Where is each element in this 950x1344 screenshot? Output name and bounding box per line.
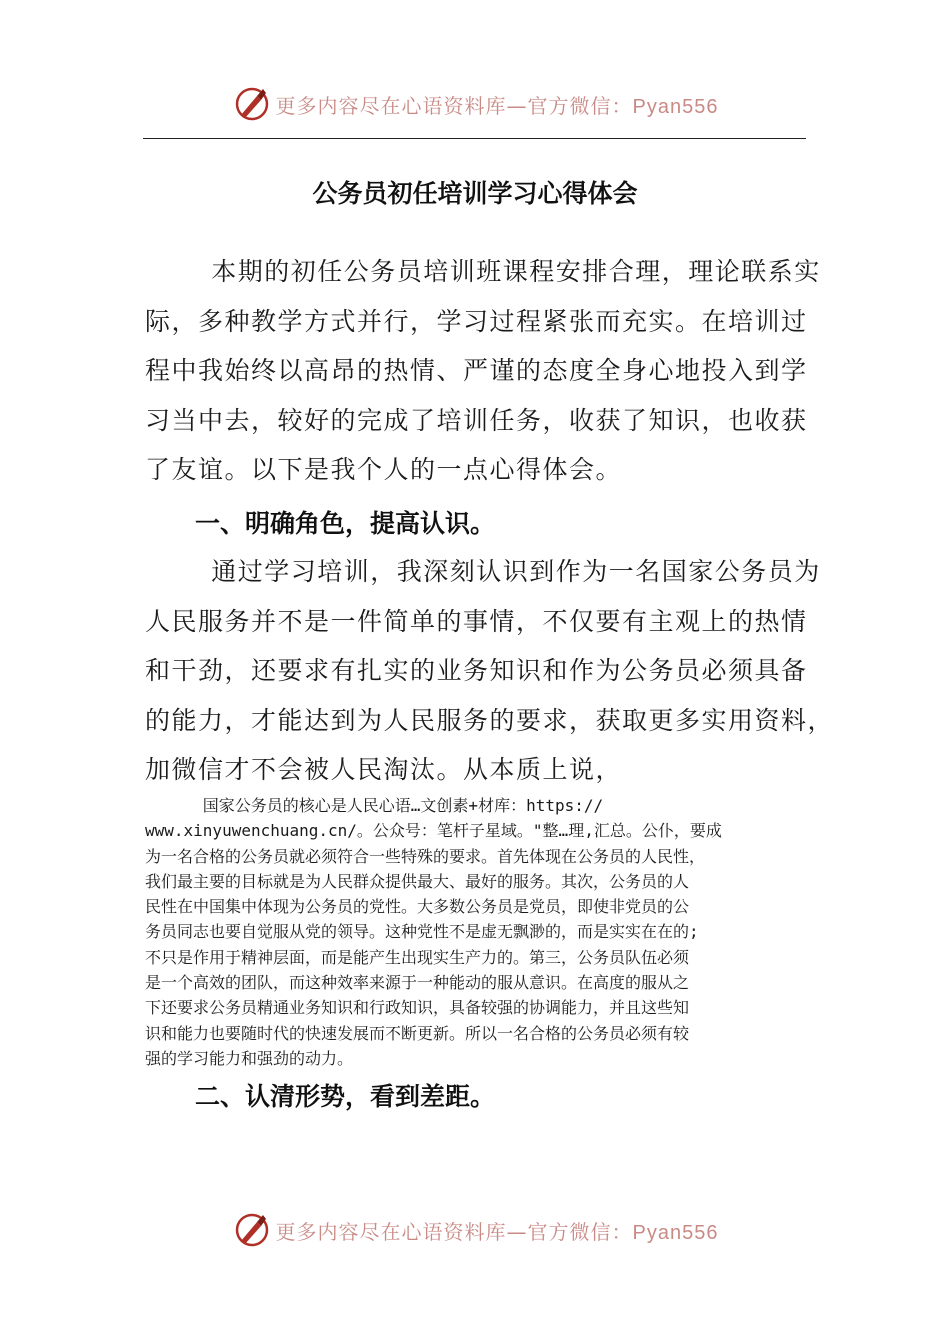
- pen-logo-icon: [232, 84, 272, 124]
- pen-logo-icon: [232, 1210, 272, 1250]
- document-title: 公务员初任培训学习心得体会: [312, 179, 638, 208]
- banner-text: 更多内容尽在心语资料库—官方微信：: [275, 93, 633, 118]
- banner-wechat-id: Pyan556: [632, 95, 719, 118]
- paragraph-section-1: 通过学习培训，我深刻认识到作为一名国家公务员为 人民服务并不是一件简单的事情，不仅要有主观上的热情 和干劲，还要求有扎实的业务知识和作为公务员必须具备 的能力，才能达到为人民服务的要求，获取更多实用资料， 加微信才不会被人民淘汰。从本质上说，: [145, 557, 835, 785]
- footer-banner: [0, 1206, 950, 1254]
- banner-wechat-id: Pyan556: [632, 1221, 719, 1244]
- section-heading-1: 一、明确角色，提高认识。: [195, 509, 496, 538]
- header-banner: [0, 80, 950, 128]
- header-divider: [143, 138, 806, 139]
- paragraph-intro: 本期的初任公务员培训班课程安排合理，理论联系实 际，多种教学方式并行，学习过程紧张而充实。在培训过 程中我始终以高昂的热情、严谨的态度全身心地投入到学 习当中去，较好的完成了培训任务，收获了知识，也收获 了友谊。以下是我个人的一点心得体会。: [145, 257, 821, 485]
- paragraph-small-print: 国家公务员的核心是人民心语…文创素+材库：https:// www.xinyuwenchuang.cn/。公众号：笔杆子星域。"整…理,汇总。公仆，要成 为一名合格的公务员就必须符合一些特殊的要求。首先体现在公务员的人民性， 我们最主要的目标就是为人民群众提供最大、最好的服务。其次，公务员的人 民性在中国集中体现为公务员的党性。大多数公务员是党员，即使非党员的公 务员同志也要自觉服从党的领导。这种党性不是虚无飘渺的，而是实实在在的; 不只是作用于精神层面，而是能产生出现实生产力的。第三，公务员队伍必须 是一个高效的团队，而这种效率来源于一种能动的服从意识。在高度的服从之 下还要求公务员精通业务知识和行政知识，具备较强的协调能力，并且这些知 识和能力也要随时代的快速发展而不断更新。所以一名合格的公务员必须有较 强的学习能力和强劲的动力。: [145, 796, 722, 1068]
- banner-text: 更多内容尽在心语资料库—官方微信：: [275, 1219, 633, 1244]
- section-heading-2: 二、认清形势，看到差距。: [195, 1082, 496, 1111]
